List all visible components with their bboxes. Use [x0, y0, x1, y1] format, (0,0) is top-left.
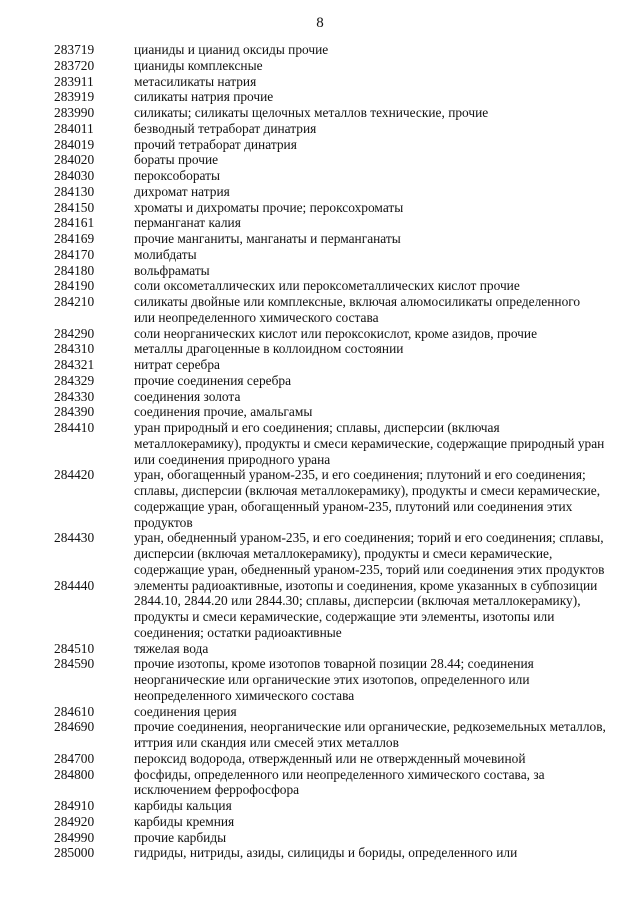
- list-item: [54, 137, 638, 153]
- entry-code: 284030: [54, 168, 95, 183]
- list-item: [54, 420, 638, 467]
- entry-code: 284170: [54, 246, 95, 262]
- entry-code: 284329: [54, 372, 95, 388]
- entry-description: силикаты натрия прочие: [134, 89, 274, 105]
- entry-code: 284290: [54, 325, 95, 341]
- entry-code: 284130: [54, 183, 95, 199]
- entry-code: 284410: [54, 420, 95, 435]
- list-item: [54, 89, 638, 105]
- list-item: [54, 578, 638, 641]
- entry-code: 284330: [54, 388, 95, 404]
- list-item: [54, 231, 638, 247]
- list-item: [54, 404, 638, 420]
- entry-code: 285000: [54, 845, 95, 861]
- entry-description: цианиды и цианид оксиды прочие: [134, 42, 329, 57]
- entry-code: 284161: [54, 215, 95, 231]
- entry-description: прочие изотопы, кроме изотопов товарной позиции 28.44; соединения неорганические или органические этих изотопов, определенного или неопределенного химического состава: [134, 656, 534, 703]
- list-item: [54, 121, 638, 137]
- list-item: [54, 278, 638, 294]
- list-item: [54, 798, 638, 814]
- entry-description: соединения прочие, амальгамы: [134, 404, 313, 420]
- list-item: [54, 845, 638, 861]
- list-item: [54, 263, 638, 279]
- entry-code: 284020: [54, 152, 95, 168]
- list-item: [54, 184, 638, 200]
- entry-code: 284420: [54, 467, 95, 483]
- list-item: [54, 294, 638, 326]
- list-item: [54, 373, 638, 389]
- entry-code: 284150: [54, 199, 95, 215]
- entry-description: фосфиды, определенного или неопределенного химического состава, за исключением феррофосфора: [134, 766, 545, 798]
- entry-description: прочие соединения серебра: [134, 372, 292, 388]
- entry-code: 284800: [54, 766, 95, 782]
- list-item: [54, 530, 638, 577]
- entry-description: дихромат натрия: [134, 183, 230, 199]
- entry-code: 284310: [54, 341, 95, 357]
- entry-description: металлы драгоценные в коллоидном состоянии: [134, 341, 404, 357]
- entry-description: безводный тетраборат динатрия: [134, 120, 317, 136]
- list-item: [54, 168, 638, 184]
- list-item: [54, 326, 638, 342]
- list-item: [54, 58, 638, 74]
- entry-code: 284690: [54, 719, 95, 735]
- list-item: [54, 152, 638, 168]
- entry-description: прочие карбиды: [134, 829, 227, 845]
- entry-description: гидриды, нитриды, азиды, силициды и бориды, определенного или: [134, 845, 518, 861]
- entry-code: 283919: [54, 89, 95, 105]
- entry-code: 284321: [54, 357, 95, 372]
- list-item: [54, 357, 638, 373]
- list-item: [54, 767, 638, 799]
- entry-code: 284169: [54, 231, 95, 246]
- entry-description: хроматы и дихроматы прочие; пероксохроматы: [134, 199, 404, 215]
- list-item: [54, 467, 638, 530]
- entry-description: элементы радиоактивные, изотопы и соединения, кроме указанных в субпозиции 2844.10, 2844.20 или 2844.30; сплавы, дисперсии (включая металлокерамику), продукты и смеси керамические, содержащие эти элементы, изотопы или соединения; остатки радиоактивные: [134, 577, 598, 640]
- entry-code: 284180: [54, 262, 95, 278]
- entry-code: 283720: [54, 57, 95, 73]
- entry-code: 284390: [54, 404, 95, 420]
- entry-code: 284700: [54, 750, 95, 766]
- list-item: [54, 814, 638, 830]
- list-item: [54, 641, 638, 657]
- entry-description: пероксид водорода, отвержденный или не отвержденный мочевиной: [134, 750, 526, 766]
- list-item: [54, 751, 638, 767]
- list-item: [54, 215, 638, 231]
- list-item: [54, 247, 638, 263]
- entry-description: цианиды комплексные: [134, 57, 263, 73]
- entry-description: соли неорганических кислот или пероксокислот, кроме азидов, прочие: [134, 325, 538, 341]
- entry-code: 284510: [54, 640, 95, 656]
- entry-code: 284990: [54, 829, 95, 845]
- entry-code: 283719: [54, 42, 95, 57]
- entry-description: силикаты; силикаты щелочных металлов технические, прочие: [134, 105, 489, 120]
- entry-description: пероксобораты: [134, 168, 220, 183]
- entry-description: уран, обедненный ураном-235, и его соединения; торий и его соединения; сплавы, дисперсии (включая металлокерамику), продукты и смеси керамические, содержащие уран, обедненный ураном-235, торий или соединения этих продуктов: [134, 530, 605, 577]
- entry-description: соединения золота: [134, 388, 241, 404]
- entry-description: уран природный и его соединения; сплавы, дисперсии (включая металлокерамику), продукты и смеси керамические, содержащие природный уран или соединения природного урана: [134, 420, 605, 467]
- entry-code: 283990: [54, 105, 95, 120]
- entry-code: 284920: [54, 813, 95, 829]
- entry-description: соединения церия: [134, 703, 237, 719]
- entry-description: метасиликаты натрия: [134, 73, 257, 89]
- entry-code: 284910: [54, 798, 95, 813]
- entry-description: силикаты двойные или комплексные, включая алюмосиликаты определенного или неопределенного химического состава: [134, 294, 581, 325]
- entry-description: карбиды кальция: [134, 798, 232, 813]
- entry-code: 284610: [54, 703, 95, 719]
- entry-code: 284210: [54, 294, 95, 309]
- entry-code: 284011: [54, 120, 94, 136]
- entry-description: прочий тетраборат динатрия: [134, 136, 297, 152]
- entry-code: 284590: [54, 656, 95, 672]
- page-number: 8: [316, 15, 324, 31]
- entry-description: прочие манганиты, манганаты и перманганаты: [134, 231, 401, 246]
- list-item: [54, 656, 638, 703]
- list-item: [54, 719, 638, 751]
- entry-description: перманганат калия: [134, 215, 241, 231]
- entry-code: 284440: [54, 577, 95, 593]
- entry-code: 284430: [54, 530, 95, 546]
- code-list: [54, 42, 638, 861]
- entry-code: 284019: [54, 136, 95, 152]
- list-item: [54, 704, 638, 720]
- entry-description: молибдаты: [134, 246, 197, 262]
- list-item: [54, 389, 638, 405]
- entry-description: уран, обогащенный ураном-235, и его соединения; плутоний и его соединения; сплавы, дисперсии (включая металлокерамику), продукты и смеси керамические, содержащие уран, обогащенный ураном-235, плутоний или соединения этих продуктов: [134, 467, 601, 530]
- list-item: [54, 830, 638, 846]
- list-item: [54, 341, 638, 357]
- list-item: [54, 105, 638, 121]
- list-item: [54, 42, 638, 58]
- entry-description: вольфраматы: [134, 262, 210, 278]
- list-item: [54, 74, 638, 90]
- entry-description: бораты прочие: [134, 152, 219, 168]
- list-item: [54, 200, 638, 216]
- entry-description: карбиды кремния: [134, 813, 235, 829]
- entry-description: тяжелая вода: [134, 640, 209, 656]
- entry-code: 284190: [54, 278, 95, 294]
- entry-description: прочие соединения, неорганические или органические, редкоземельных металлов, иттрия или скандия или смесей этих металлов: [134, 719, 606, 750]
- entry-description: нитрат серебра: [134, 357, 220, 372]
- entry-code: 283911: [54, 73, 94, 89]
- entry-description: соли оксометаллических или пероксометаллических кислот прочие: [134, 278, 520, 294]
